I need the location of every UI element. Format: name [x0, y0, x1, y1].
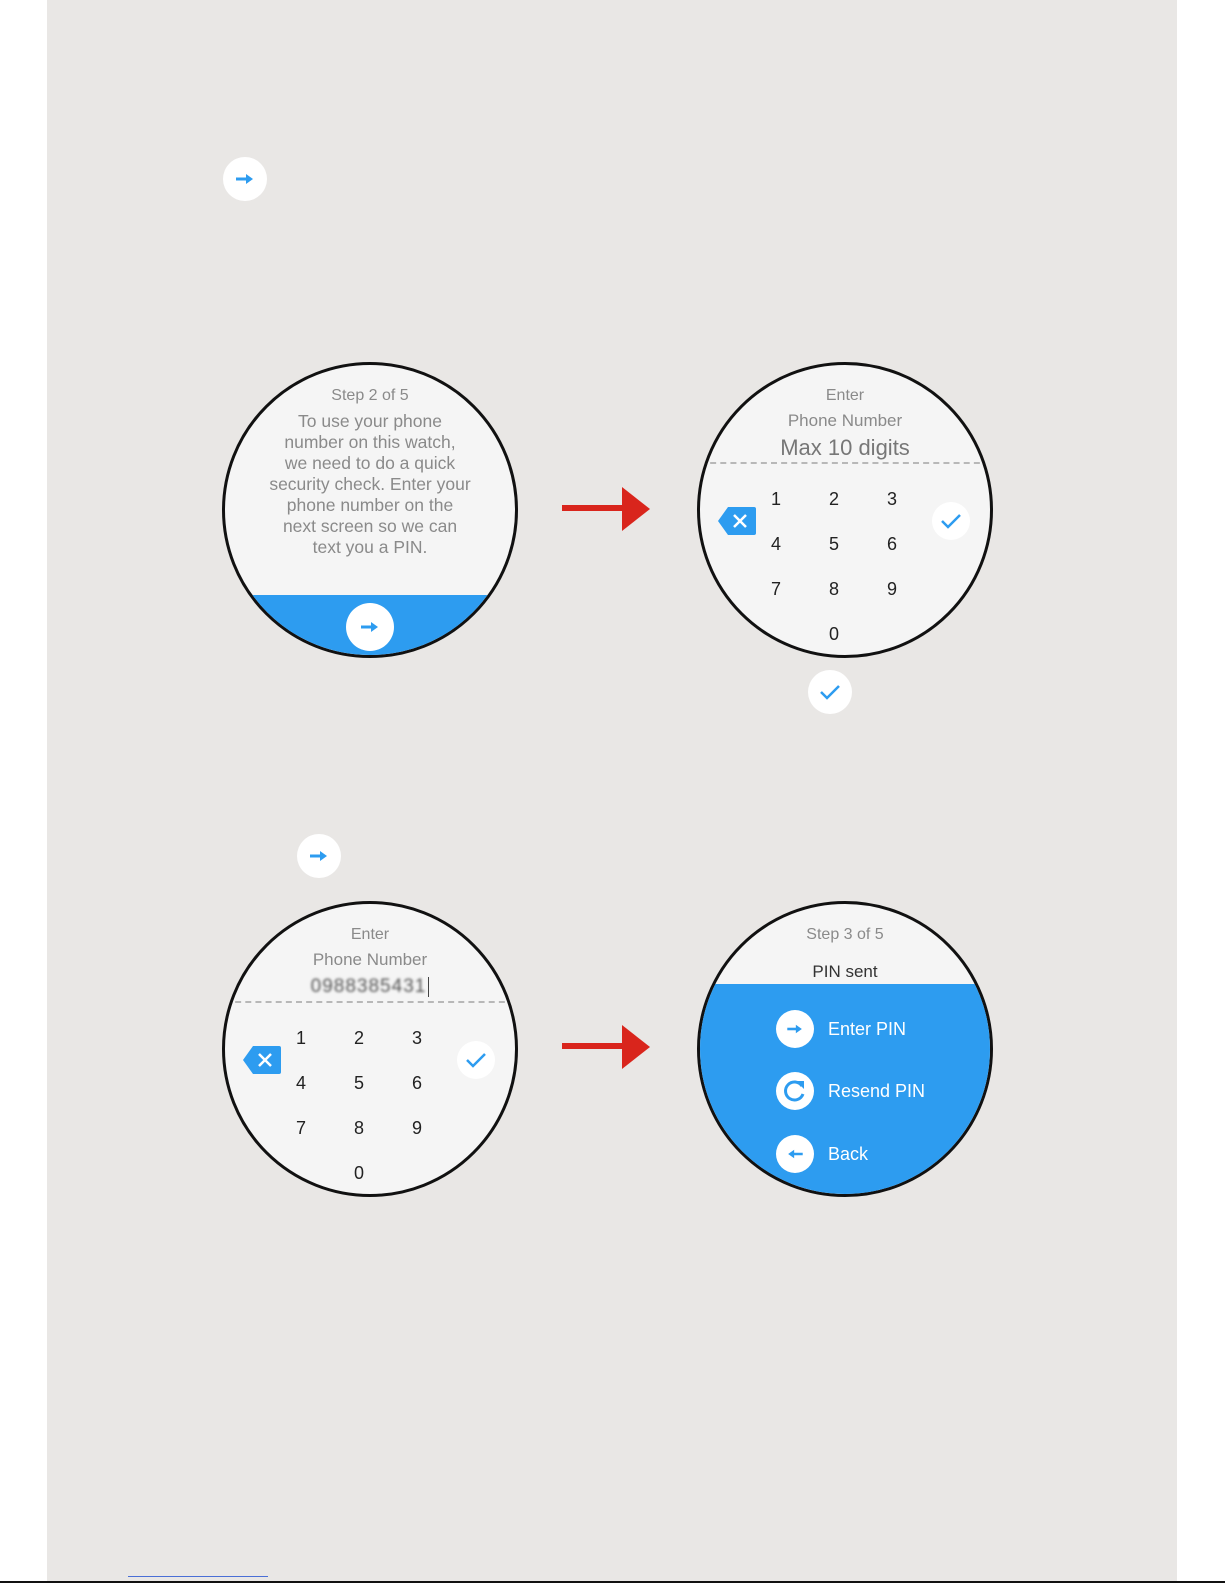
- backspace-icon: [243, 1046, 281, 1074]
- inline-confirm-button: [808, 670, 852, 714]
- enter-pin-item[interactable]: [700, 1009, 990, 1049]
- key-4[interactable]: 4: [295, 1073, 306, 1093]
- flow-arrow-icon: [562, 1025, 650, 1069]
- enter-title: Enter: [825, 387, 865, 404]
- arrow-right-icon: [235, 172, 255, 186]
- input-underline: [225, 1001, 515, 1003]
- intro-line: To use your phone: [298, 411, 442, 431]
- watch-screen-pin-sent: [697, 901, 993, 1197]
- key-6[interactable]: 6: [886, 534, 897, 554]
- key-7[interactable]: 7: [295, 1118, 306, 1138]
- key-3[interactable]: 3: [411, 1028, 422, 1048]
- key-3[interactable]: 3: [886, 489, 897, 509]
- key-2[interactable]: 2: [828, 489, 839, 509]
- intro-line: number on this watch,: [284, 432, 456, 452]
- step-label: Step 2 of 5: [331, 387, 409, 404]
- check-icon: [940, 512, 962, 530]
- arrow-left-icon: [786, 1148, 804, 1160]
- enter-pin-icon-wrap: [776, 1010, 814, 1048]
- phone-number-value: 0988385431: [310, 976, 427, 997]
- key-8[interactable]: 8: [353, 1118, 364, 1138]
- footer-rule: [0, 1581, 1225, 1583]
- key-1[interactable]: 1: [295, 1028, 306, 1048]
- key-1[interactable]: 1: [770, 489, 781, 509]
- back-item[interactable]: [700, 1134, 990, 1174]
- key-7[interactable]: 7: [770, 579, 781, 599]
- key-6[interactable]: 6: [411, 1073, 422, 1093]
- enter-title: Enter: [350, 926, 390, 943]
- input-underline: [700, 462, 990, 464]
- arrow-right-icon: [309, 849, 329, 863]
- arrow-right-icon: [786, 1023, 804, 1035]
- back-label: Back: [828, 1143, 869, 1164]
- resend-pin-item[interactable]: [700, 1071, 990, 1111]
- manual-page: [47, 0, 1177, 1581]
- next-button[interactable]: [346, 603, 394, 651]
- key-5[interactable]: 5: [353, 1073, 364, 1093]
- key-8[interactable]: 8: [828, 579, 839, 599]
- inline-next-button: [223, 157, 267, 201]
- phone-number-title: Phone Number: [787, 411, 903, 430]
- key-4[interactable]: 4: [770, 534, 781, 554]
- resend-pin-icon-wrap: [776, 1072, 814, 1110]
- footer-link-underline[interactable]: [128, 1576, 268, 1577]
- intro-line: security check. Enter your: [269, 474, 471, 494]
- arrow-right-icon: [360, 620, 380, 634]
- key-2[interactable]: 2: [353, 1028, 364, 1048]
- intro-line: phone number on the: [286, 495, 454, 515]
- key-9[interactable]: 9: [886, 579, 897, 599]
- watch-screen-number-entered: [222, 901, 518, 1197]
- intro-line: we need to do a quick: [284, 453, 456, 473]
- confirm-button[interactable]: [932, 502, 970, 540]
- back-icon-wrap: [776, 1135, 814, 1173]
- intro-line: next screen so we can: [282, 516, 458, 536]
- text-cursor: [428, 977, 429, 997]
- check-icon: [465, 1051, 487, 1069]
- watch-screen-enter-number: [697, 362, 993, 658]
- enter-pin-label: Enter PIN: [828, 1018, 907, 1039]
- phone-number-title: Phone Number: [312, 950, 428, 969]
- key-0[interactable]: 0: [828, 624, 839, 644]
- resend-pin-label: Resend PIN: [828, 1080, 926, 1101]
- refresh-icon: [782, 1078, 808, 1104]
- watch-screen-step2: [222, 362, 518, 658]
- phone-input-placeholder[interactable]: Max 10 digits: [780, 435, 910, 460]
- key-0[interactable]: 0: [353, 1163, 364, 1183]
- check-icon: [819, 683, 841, 701]
- inline-next-button-2: [297, 834, 341, 878]
- intro-line: text you a PIN.: [312, 537, 428, 557]
- backspace-icon: [718, 507, 756, 535]
- pin-status: PIN sent: [812, 962, 878, 981]
- confirm-button[interactable]: [457, 1041, 495, 1079]
- key-9[interactable]: 9: [411, 1118, 422, 1138]
- step-label: Step 3 of 5: [806, 926, 884, 943]
- phone-input-value[interactable]: [225, 976, 515, 998]
- flow-arrow-icon: [562, 487, 650, 531]
- key-5[interactable]: 5: [828, 534, 839, 554]
- backspace-button[interactable]: [243, 1046, 281, 1079]
- backspace-button[interactable]: [718, 507, 756, 540]
- intro-text: [225, 411, 515, 558]
